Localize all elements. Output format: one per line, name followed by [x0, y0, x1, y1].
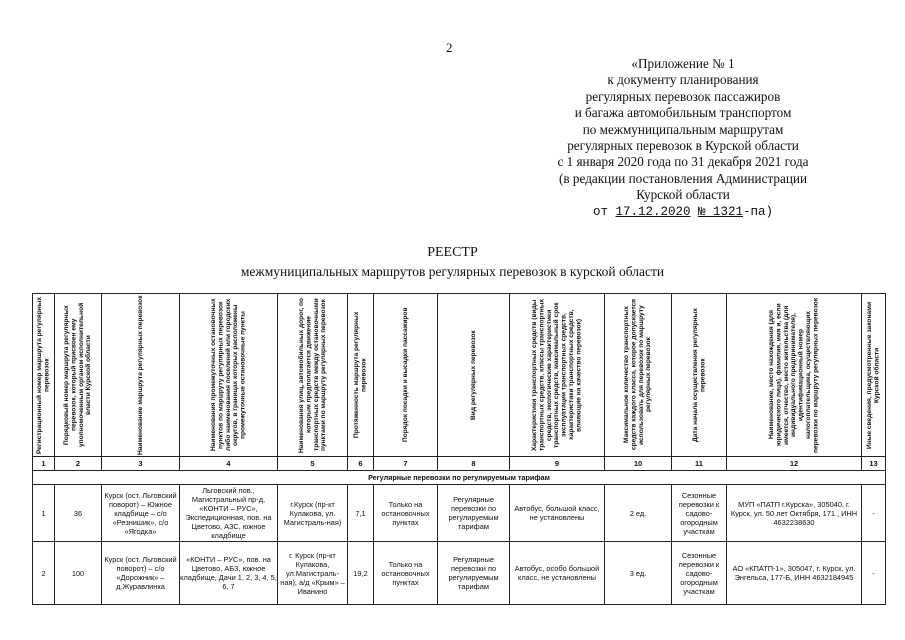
header-cell: Вид регулярных перевозок — [438, 294, 510, 457]
column-number: 12 — [727, 457, 862, 471]
decree-number: № 1321 — [698, 204, 744, 219]
appendix-line: (в редакции постановления Администрации — [559, 170, 807, 186]
appendix-line: регулярных перевозок пассажиров — [585, 88, 781, 104]
appendix-line: с 1 января 2020 года по 31 декабря 2021 года — [557, 154, 809, 170]
header-cell: Порядок посадки и высадки пассажиров — [374, 294, 438, 457]
header-cell: Иные сведения, предусмотренные законами Курской области — [862, 294, 886, 457]
cell-route-number: 100 — [55, 542, 102, 605]
cell-intermediate-stops: Льговский пов., Магистральный пр-д, «КОНТИ – РУС», Экспедиционная, пов. на Цветово, АЗС, южное кладбище — [180, 485, 278, 542]
column-number: 6 — [348, 457, 374, 471]
table-row — [33, 485, 886, 542]
decree-date-line — [518, 204, 848, 220]
cell-start-date: Сезонные перевозки к садово-огородным участкам — [672, 542, 727, 605]
header-cell: Наименование маршрута регулярных перевозок — [102, 294, 180, 457]
cell-intermediate-stops: «КОНТИ – РУС», пов. на Цветово, АБЗ, южное кладбище, Дачи 1, 2, 3, 4, 5, 6, 7 — [180, 542, 278, 605]
cell-carrier: АО «КПАТП-1», 305047, г. Курск, ул. Энгельса, 177-Б, ИНН 4632184945 — [727, 542, 862, 605]
header-cell: Регистрационный номер маршрута регулярных перевозок — [33, 294, 55, 457]
decree-suffix: -па) — [743, 204, 774, 219]
column-number: 10 — [605, 457, 672, 471]
cell-start-date: Сезонные перевозки к садово-огородным участкам — [672, 485, 727, 542]
decree-date: 17.12.2020 — [615, 204, 691, 219]
cell-other-info: - — [862, 542, 886, 605]
cell-transport-type: Регулярные перевозки по регулируемым тарифам — [438, 542, 510, 605]
column-number: 2 — [55, 457, 102, 471]
header-row — [33, 294, 886, 457]
appendix-line: Курской области — [636, 187, 730, 203]
column-number: 1 — [33, 457, 55, 471]
cell-length: 7,1 — [348, 485, 374, 542]
decree-from-prefix: от — [592, 204, 608, 219]
cell-vehicle-characteristics: Автобус, особо большой класс, не установлены — [510, 542, 605, 605]
cell-route-number: 36 — [55, 485, 102, 542]
column-number: 5 — [278, 457, 348, 471]
registry-title: РЕЕСТР — [427, 245, 478, 260]
cell-other-info: - — [862, 485, 886, 542]
header-cell: Дата начала осуществления регулярных перевозок — [672, 294, 727, 457]
column-number: 4 — [180, 457, 278, 471]
cell-length: 19,2 — [348, 542, 374, 605]
cell-vehicle-count: 3 ед. — [605, 542, 672, 605]
cell-vehicle-count: 2 ед. — [605, 485, 672, 542]
header-cell: Порядковый номер маршрута регулярных перевозок, который присвоен ему уполномоченным органом исполнительной власти Курской области — [55, 294, 102, 457]
cell-registration-number: 2 — [33, 542, 55, 605]
column-number: 8 — [438, 457, 510, 471]
column-number-row — [33, 457, 886, 471]
appendix-line: к документу планирования — [607, 72, 759, 88]
cell-transport-type: Регулярные перевозки по регулируемым тарифам — [438, 485, 510, 542]
column-number: 3 — [102, 457, 180, 471]
cell-vehicle-characteristics: Автобус, большой класс, не установлены — [510, 485, 605, 542]
cell-boarding-order: Только на остановочных пунктах — [374, 485, 438, 542]
header-cell: Характеристики транспортных средств (виды транспортных средств, классы транспортных средств, экологические характеристики транспортных средств, максимальный срок эксплуатации транспортных средств, характеристики транспортных средств, влияющие на качество перевозок) — [510, 294, 605, 457]
header-cell: Протяженность маршрута регулярных перевозок — [348, 294, 374, 457]
appendix-line: по межмуниципальным маршрутам — [582, 121, 784, 137]
cell-boarding-order: Только на остановочных пунктах — [374, 542, 438, 605]
column-number: 9 — [510, 457, 605, 471]
cell-streets: г. Курск (пр-кт Кулакова, ул.Магистраль-ная), а/д «Крым» – Иванино — [278, 542, 348, 605]
column-number: 13 — [862, 457, 886, 471]
appendix-line: «Приложение № 1 — [631, 56, 735, 71]
appendix-block — [518, 56, 848, 220]
section-title: Регулярные перевозки по регулируемым тарифам — [33, 471, 886, 485]
header-cell: Максимальное количество транспортных средств каждого класса, которое допускается использовать для перевозок по маршруту регулярных перевозок — [605, 294, 672, 457]
registry-subtitle: межмуниципальных маршрутов регулярных перевозок в курской области — [240, 264, 665, 279]
column-number: 7 — [374, 457, 438, 471]
header-cell: Наименование, место нахождения (для юридического лица), фамилия, имя и, если имеется, отчество, место жительства (для индивидуального предпринимателя), идентификационный номер налогоплательщика, осуществляющих перевозки по маршруту регулярных перевозок — [727, 294, 862, 457]
table-row — [33, 542, 886, 605]
cell-carrier: МУП «ПАТП г.Курска», 305040, г. Курск, ул. 50 лет Октября, 171 , ИНН 4632238630 — [727, 485, 862, 542]
header-cell: Наименования улиц, автомобильных дорог, по которым предполагается движение транспортных средств между остановочными пунктами по маршруту регулярных перевозок — [278, 294, 348, 457]
section-row — [33, 471, 886, 485]
cell-route-name: Курск (ост. Льговский поворот) – с/о «Дорожник» – д.Журавлинка — [102, 542, 180, 605]
appendix-line: и багажа автомобильным транспортом — [574, 105, 792, 121]
column-number: 11 — [672, 457, 727, 471]
routes-registry-table — [32, 293, 886, 605]
cell-route-name: Курск (ост. Льговский поворот) – Южное кладбище – с/о «Резнишик», с/о «Ягодка» — [102, 485, 180, 542]
appendix-line: регулярных перевозок в Курской области — [567, 138, 799, 154]
cell-streets: г.Курск (пр-кт Кулакова, ул. Магистраль-ная) — [278, 485, 348, 542]
header-cell: Наименования промежуточных остановочных пунктов по маршруту регулярных перевозок либо наименования поселений или городских округов, в границах которых расположены промежуточные остановочные пункты — [180, 294, 278, 457]
page-number: 2 — [446, 40, 453, 55]
cell-registration-number: 1 — [33, 485, 55, 542]
